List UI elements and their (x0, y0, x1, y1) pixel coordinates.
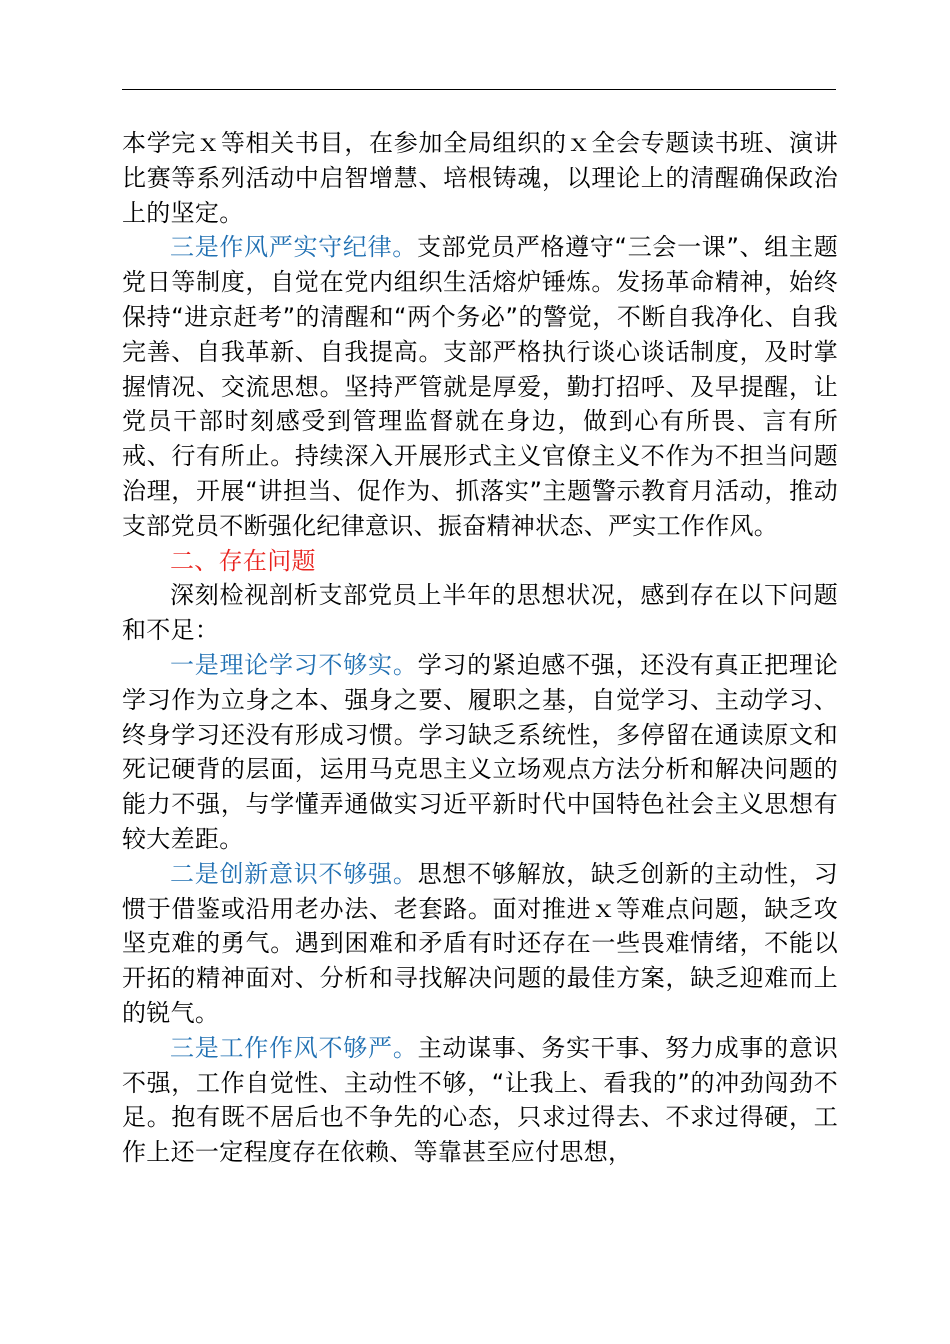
section-heading: 二、存在问题 (170, 546, 316, 575)
paragraph-continuation (122, 126, 838, 230)
paragraph-lead: 三是工作作风不够严。 (170, 1033, 418, 1062)
paragraph-lead: 二是创新意识不够强。 (170, 859, 418, 888)
paragraph-theory (122, 648, 838, 857)
paragraph-text: 深刻检视剖析支部党员上半年的思想状况，感到存在以下问题和不足： (122, 581, 838, 645)
paragraph-intro (122, 578, 838, 648)
paragraph-text: 思想不够解放，缺乏创新的主动性，习惯于借鉴或沿用老办法、老套路。面对推进ｘ等难点问题，缺乏攻坚克难的勇气。遇到困难和矛盾有时还存在一些畏难情绪，不能以开拓的精神面对、分析和寻找解决问题的最佳方案，缺乏迎难而上的锐气。 (122, 859, 838, 1027)
paragraph-text: 本学完ｘ等相关书目，在参加全局组织的ｘ全会专题读书班、演讲比赛等系列活动中启智增慧、培根铸魂，以理论上的清醒确保政治上的坚定。 (122, 129, 838, 227)
paragraph-lead: 三是作风严实守纪律。 (170, 233, 417, 262)
paragraph-text: 学习的紧迫感不强，还没有真正把理论学习作为立身之本、强身之要、履职之基，自觉学习、主动学习、终身学习还没有形成习惯。学习缺乏系统性，多停留在通读原文和死记硬背的层面，运用马克思主义立场观点方法分析和解决问题的能力不强，与学懂弄通做实习近平新时代中国特色社会主义思想有较大差距。 (122, 650, 838, 853)
paragraph-work-style (122, 1031, 838, 1170)
paragraph-innovation (122, 857, 838, 1031)
paragraph-text: 支部党员严格遵守“三会一课”、组主题党日等制度，自觉在党内组织生活熔炉锤炼。发扬革命精神，始终保持“进京赶考”的清醒和“两个务必”的警觉，不断自我净化、自我完善、自我革新、自我提高。支部严格执行谈心谈话制度，及时掌握情况、交流思想。坚持严管就是厚爱，勤打招呼、及早提醒，让党员干部时刻感受到管理监督就在身边，做到心有所畏、言有所戒、行有所止。持续深入开展形式主义官僚主义不作为不担当问题治理，开展“讲担当、促作为、抓落实”主题警示教育月活动，推动支部党员不断强化纪律意识、振奋精神状态、严实工作作风。 (122, 233, 838, 540)
paragraph-lead: 一是理论学习不够实。 (170, 650, 418, 679)
paragraph-text: 主动谋事、务实干事、努力成事的意识不强，工作自觉性、主动性不够，“让我上、看我的”的冲劲闯劲不足。抱有既不居后也不争先的心态，只求过得去、不求过得硬，工作上还一定程度存在依赖、等靠甚至应付思想， (122, 1033, 838, 1167)
header-rule (122, 89, 836, 90)
document-body (122, 126, 838, 1170)
paragraph-discipline (122, 230, 838, 543)
